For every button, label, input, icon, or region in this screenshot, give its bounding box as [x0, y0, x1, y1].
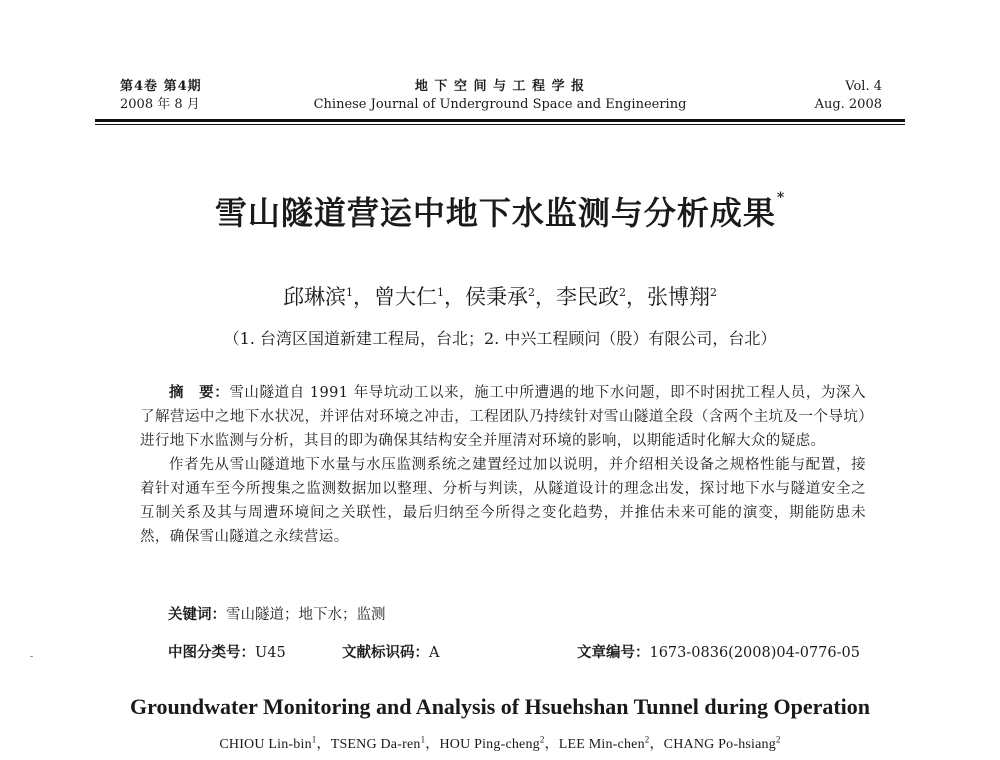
paper-title-text: 雪山隧道营运中地下水监测与分析成果 — [214, 194, 776, 232]
keywords — [168, 603, 386, 624]
author-name: 邱琳滨 — [283, 285, 346, 309]
author-list: 邱琳滨$^1$，曾大仁$^1$，侯秉承$^2$，李民政$^2$，张博翔$^2$ — [283, 285, 717, 309]
english-author-mark: 2 — [775, 734, 781, 745]
author-affiliation-mark: 2 — [619, 286, 626, 299]
affiliations: （1. 台湾区国道新建工程局，台北；2. 中兴工程顾问（股）有限公司，台北） — [223, 329, 777, 348]
clc-number — [168, 641, 286, 662]
article-number-label: 文章编号： — [576, 645, 650, 661]
article-number-value: 1673-0836(2008)04-0776-05 — [649, 645, 860, 661]
english-author-list: CHIOU Lin-bin$^1$，TSENG Da-ren$^1$，HOU Ping-cheng$^2$，LEE Min-chen$^2$，CHANG Po-hsiang$^2$ — [219, 734, 781, 752]
scan-margin-mark — [30, 656, 33, 657]
document-code — [342, 641, 439, 662]
publication-date-en: Aug. 2008 — [814, 97, 882, 112]
author-name: 李民政 — [556, 285, 619, 309]
journal-name-en: Chinese Journal of Underground Space and Engineering — [313, 97, 687, 112]
abstract-paragraph: 作者先从雪山隧道地下水量与水压监测系统之建置经过加以说明，并介绍相关设备之规格性能与配置，接着针对通车至今所搜集之监测数据加以整理、分析与判读，从隧道设计的理念出发，探讨地下水与隧道安全之互制关系及其与周遭环境间之关联性，最后归纳至今所得之变化趋势，并推估未来可能的演变，期能防患未然，确保雪山隧道之永续营运。 — [140, 457, 866, 545]
keywords-value: 雪山隧道；地下水；监测 — [226, 607, 386, 623]
author-affiliation-mark: 1 — [346, 286, 353, 299]
english-author-name: TSENG Da-ren — [330, 737, 421, 752]
volume-issue-cn: 第4卷 第4期 — [120, 79, 202, 94]
keywords-label: 关键词： — [168, 607, 226, 623]
english-author-mark: 2 — [539, 734, 545, 745]
author-name: 侯秉承 — [465, 285, 528, 309]
author-affiliation-mark: 2 — [710, 286, 717, 299]
english-title: Groundwater Monitoring and Analysis of Hsuehshan Tunnel during Operation — [129, 694, 871, 719]
abstract-text: 雪山隧道自 1991 年导坑动工以来，施工中所遭遇的地下水问题，即不时困扰工程人员，为深入了解营运中之地下水状况，并评估对环境之冲击，工程团队乃持续针对雪山隧道全段（含两个主坑及一个导坑）进行地下水监测与分析，其目的即为确保其结构安全并厘清对环境的影响，以期能适时化解大众的疑虑。 — [140, 385, 866, 449]
author-affiliation-mark: 1 — [437, 286, 444, 299]
english-author-name: CHIOU Lin-bin — [219, 737, 312, 752]
document-code-label: 文献标识码： — [342, 645, 429, 661]
journal-volume-en — [815, 78, 882, 114]
author-affiliation-mark: 2 — [528, 286, 535, 299]
english-author-name: LEE Min-chen — [558, 737, 645, 752]
document-code-value: A — [429, 645, 440, 661]
english-author-mark: 1 — [420, 734, 426, 745]
clc-value: U45 — [255, 645, 286, 661]
english-author-mark: 2 — [644, 734, 650, 745]
journal-name-cn: 地 下 空 间 与 工 程 学 报 — [414, 79, 586, 94]
abstract-label: 摘 要： — [169, 385, 230, 401]
clc-label: 中图分类号： — [168, 645, 255, 661]
paper-title — [0, 188, 1000, 234]
volume-en: Vol. 4 — [845, 79, 882, 94]
english-author-mark: 1 — [311, 734, 317, 745]
abstract — [140, 381, 866, 549]
abstract-paragraph — [140, 381, 866, 453]
author-name: 张博翔 — [647, 285, 710, 309]
title-footnote-mark: * — [776, 190, 786, 206]
author-name: 曾大仁 — [374, 285, 437, 309]
header-rule-thin — [95, 124, 905, 125]
publication-date-cn: 2008 年 8 月 — [120, 97, 200, 112]
article-number — [577, 641, 860, 662]
english-author-name: HOU Ping-cheng — [439, 737, 540, 752]
header-rule-thick — [95, 119, 905, 122]
english-author-name: CHANG Po-hsiang — [663, 737, 776, 752]
